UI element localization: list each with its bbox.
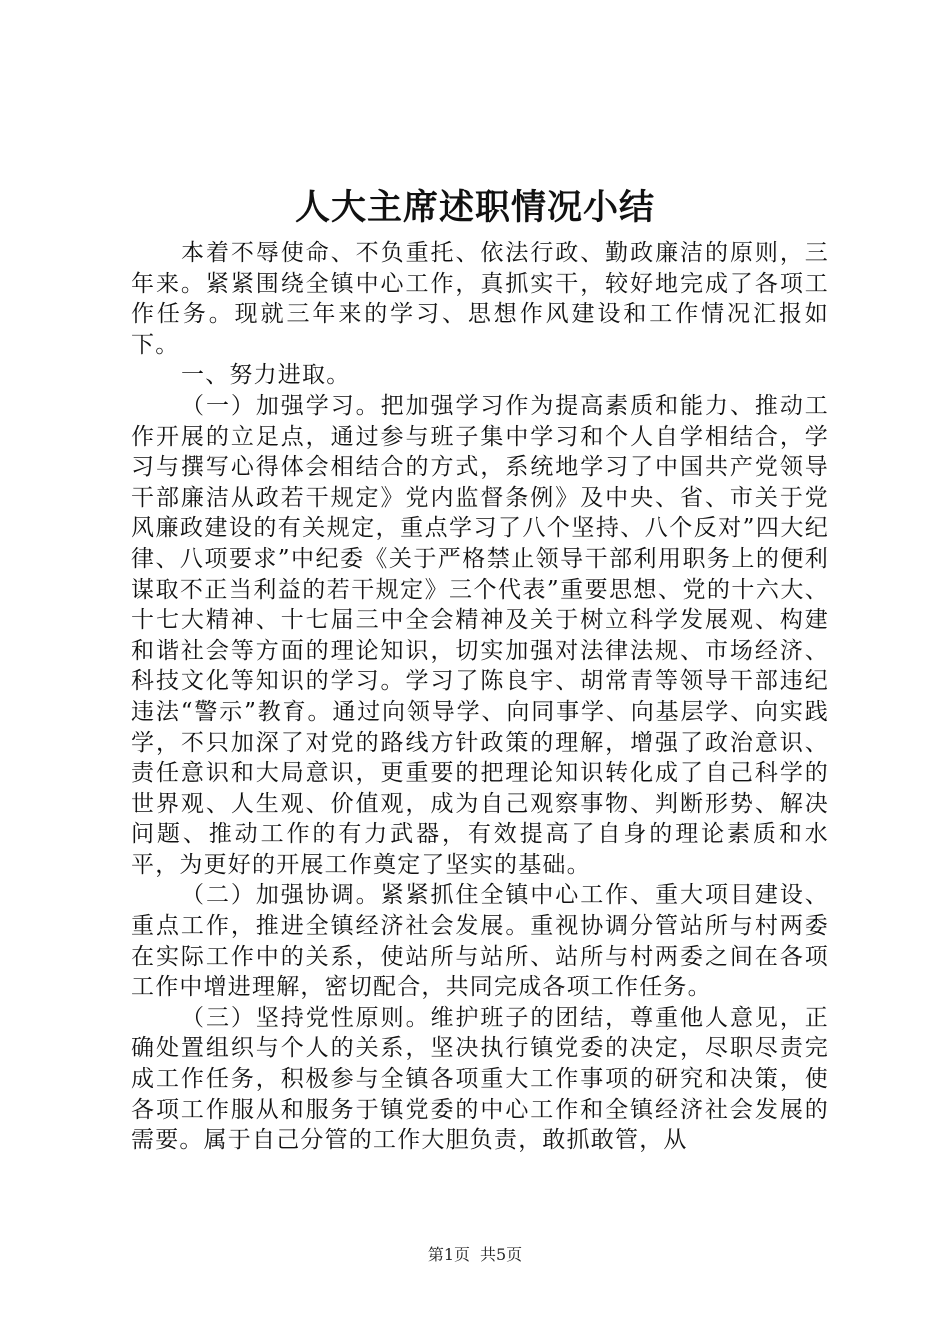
paragraph-coordination: （二）加强协调。紧紧抓住全镇中心工作、重大项目建设、重点工作，推进全镇经济社会发展。重视协调分管站所与村两委在实际工作中的关系，使站所与站所、站所与村两委之间在各项工作中增进理解，密切配合，共同完成各项工作任务。 xyxy=(131,882,829,1001)
section-heading-1: 一、努力进取。 xyxy=(181,362,351,389)
document-title: 人大主席述职情况小结 xyxy=(294,188,655,228)
paragraph-intro: 本着不辱使命、不负重托、依法行政、勤政廉洁的原则，三年来。紧紧围绕全镇中心工作，真抓实干，较好地完成了各项工作任务。现就三年来的学习、思想作风建设和工作情况汇报如下。 xyxy=(131,240,829,358)
page-footer xyxy=(0,1244,950,1266)
paragraph-study: （一）加强学习。把加强学习作为提高素质和能力、推动工作开展的立足点，通过参与班子集中学习和个人自学相结合，学习与撰写心得体会相结合的方式，系统地学习了中国共产党领导干部廉洁从政若干规定》党内监督条例》及中央、省、市关于党风廉政建设的有关规定，重点学习了八个坚持、八个反对”四大纪律、八项要求”中纪委《关于严格禁止领导干部利用职务上的便利谋取不正当利益的若干规定》三个代表”重要思想、党的十六大、十七大精神、十七届三中全会精神及关于树立科学发展观、构建和谐社会等方面的理论知识，切实加强对法律法规、市场经济、科技文化等知识的学习。学习了陈良宇、胡常青等领导干部违纪违法“警示”教育。通过向领导学、向同事学、向基层学、向实践学，不只加深了对党的路线方针政策的理解，增强了政治意识、责任意识和大局意识，更重要的把理论知识转化成了自己科学的世界观、人生观、价值观，成为自己观察事物、判断形势、解决问题、推动工作的有力武器，有效提高了自身的理论素质和水平，为更好的开展工作奠定了坚实的基础。 xyxy=(131,392,829,878)
page-number: 第1页 xyxy=(427,1245,470,1264)
document-body xyxy=(131,238,829,1156)
page-total: 共5页 xyxy=(480,1245,523,1264)
paragraph-party-principle: （三）坚持党性原则。维护班子的团结，尊重他人意见，正确处置组织与个人的关系，坚决执行镇党委的决定，尽职尽责完成工作任务，积极参与全镇各项重大工作事项的研究和决策，使各项工作服从和服务于镇党委的中心工作和全镇经济社会发展的需要。属于自己分管的工作大胆负责，敢抓敢管，从 xyxy=(131,1004,829,1154)
